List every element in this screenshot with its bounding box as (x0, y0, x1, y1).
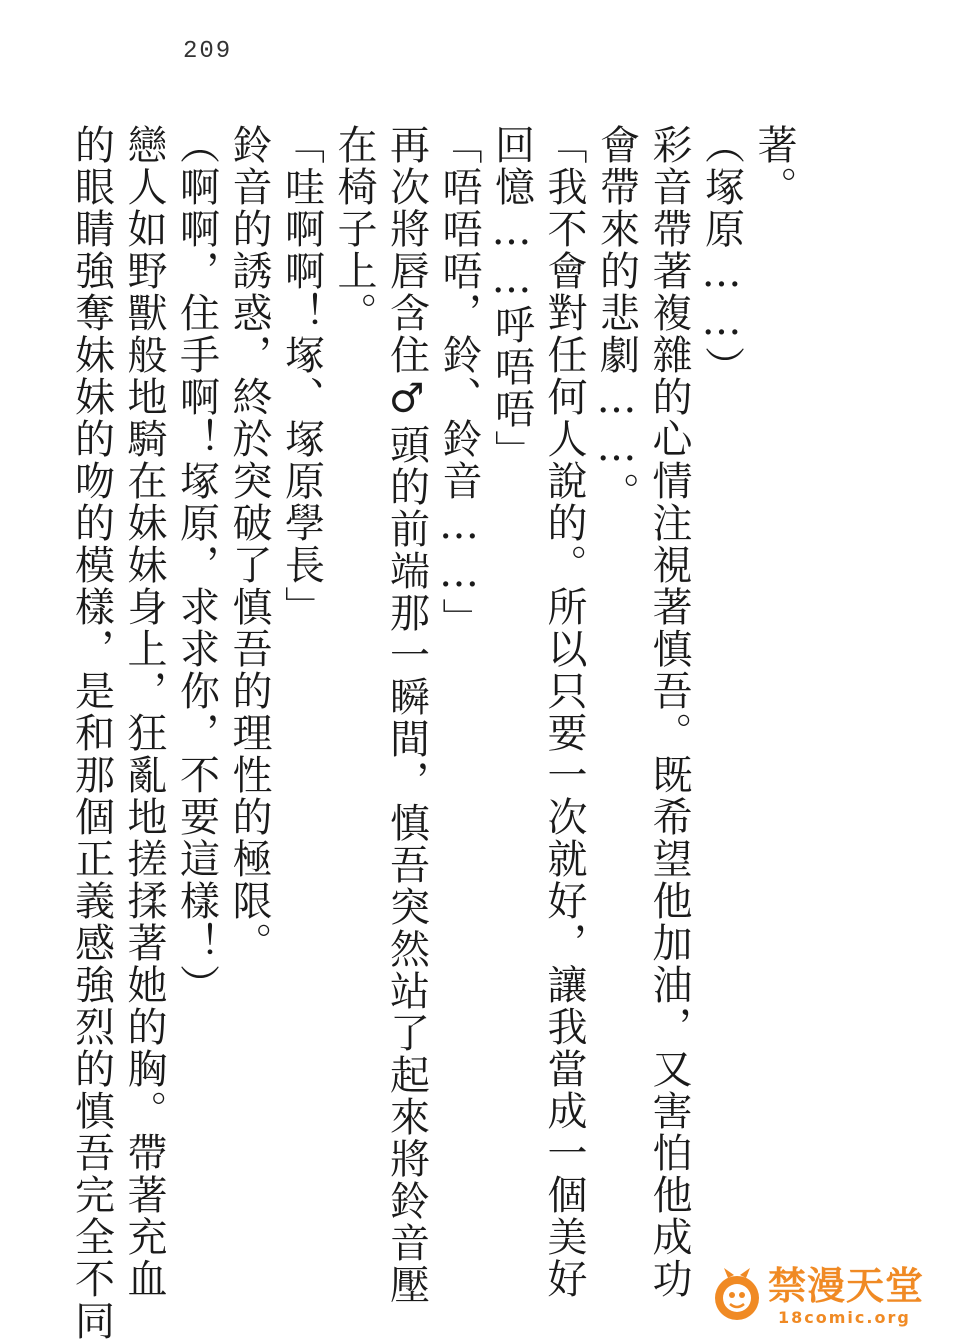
text-line: 彩音帶著複雜的心情注視著慎吾。既希望他加油，又害怕他成功 (646, 124, 692, 1300)
novel-text (65, 124, 800, 1342)
text-line: 鈴音的誘惑，終於突破了慎吾的理性的極限。 (226, 124, 272, 964)
mascot-logo-icon (708, 1266, 766, 1324)
text-line: 在椅子上。 (331, 124, 377, 334)
text-line: 著。 (751, 124, 797, 208)
page-number: 209 (183, 38, 233, 65)
watermark-title: 禁漫天堂 (768, 1264, 925, 1308)
text-line: 的眼睛強奪妹妹的吻的模樣，是和那個正義感強烈的慎吾完全不同 (68, 124, 115, 1342)
watermark (708, 1262, 928, 1332)
text-line: 「唔唔唔，鈴、鈴音……」 (436, 124, 482, 640)
text-line: 戀人如野獸般地騎在妹妹身上，狂亂地搓揉著她的胸。帶著充血 (121, 124, 167, 1300)
text-line: （啊啊，住手啊！塚原，求求你，不要這樣！） (173, 124, 220, 1006)
text-line: 會帶來的悲劇……。 (593, 124, 640, 514)
watermark-url: 18comic.org (778, 1308, 911, 1327)
text-line: （塚原……） (698, 124, 745, 388)
text-line: 回憶……呼唔唔」 (488, 124, 535, 472)
text-line: 「哇啊啊！塚、塚原學長」 (278, 124, 325, 628)
text-line: 「我不會對任何人說的。所以只要一次就好，讓我當成一個美好 (541, 124, 587, 1300)
text-line: 再次將唇含住♂頭的前端那一瞬間，慎吾突然站了起來將鈴音壓 (383, 124, 430, 1306)
